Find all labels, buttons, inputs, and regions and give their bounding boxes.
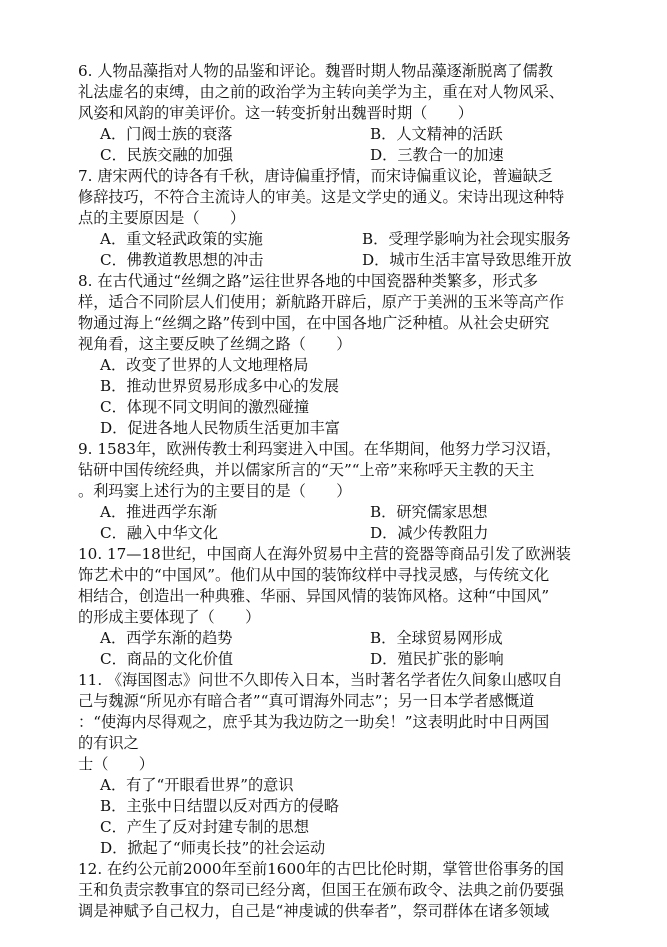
question-6-option-a: A．门阀士族的衰落 (100, 125, 233, 143)
question-10-option-a: A．西学东渐的趋势 (100, 629, 233, 647)
question-7-line-1: 7. 唐宋两代的诗各有千秋，唐诗偏重抒情，而宋诗偏重议论，普遍缺乏 (78, 167, 553, 185)
question-10-line-1: 10. 17—18世纪，中国商人在海外贸易中主营的瓷器等商品引发了欧洲装 (78, 545, 571, 563)
question-8-line-2: 样，适合不同阶层人们使用；新航路开辟后，原产于美洲的玉米等高产作 (78, 293, 564, 311)
question-10-option-b: B．全球贸易网形成 (370, 629, 503, 647)
question-8-option-d: D．促进各地人民物质生活更加丰富 (100, 419, 340, 437)
question-7-option-b: B．受理学影响为社会现实服务 (362, 230, 571, 248)
question-11-option-a: A．有了“开眼看世界”的意识 (100, 776, 294, 794)
question-12-line-1: 12. 在约公元前2000年至前1600年的古巴比伦时期，掌管世俗事务的国 (78, 860, 564, 878)
question-6-line-3: 风姿和风韵的审美评价。这一转变折射出魏晋时期（ ） (78, 104, 473, 122)
question-10-line-3: 相结合，创造出一种典雅、华丽、异国风情的装饰风格。这种“中国风” (78, 587, 550, 605)
question-6-line-1: 6. 人物品藻指对人物的品鉴和评论。魏晋时期人物品藻逐渐脱离了儒教 (78, 62, 553, 80)
question-7-line-3: 点的主要原因是（ ） (78, 209, 246, 227)
question-6-option-c: C．民族交融的加强 (100, 146, 234, 164)
question-8-option-b: B．推动世界贸易形成多中心的发展 (100, 377, 339, 395)
question-9-option-c: C．融入中华文化 (100, 524, 218, 542)
question-6-option-b: B．人文精神的活跃 (370, 125, 503, 143)
question-9-option-a: A．推进西学东渐 (100, 503, 218, 521)
question-8-line-4: 视角看，这主要反映了丝绸之路（ ） (78, 335, 352, 353)
question-11-line-1: 11. 《海国图志》问世不久即传入日本，当时著名学者佐久间象山感叹自 (78, 671, 563, 689)
question-11-line-4: 的有识之 (78, 734, 139, 752)
question-9-option-d: D．减少传教阻力 (370, 524, 489, 542)
question-7-option-d: D．城市生活丰富导致思维开放 (362, 251, 572, 269)
question-10-line-4: 的形成主要体现了（ ） (78, 608, 261, 626)
question-6-line-2: 礼法虚名的束缚，由之前的政治学为主转向美学为主，重在对人物风采、 (78, 83, 564, 101)
question-11-option-b: B．主张中日结盟以反对西方的侵略 (100, 797, 339, 815)
question-10-option-d: D．殖民扩张的影响 (370, 650, 504, 668)
question-9-line-2: 钻研中国传统经典，并以儒家所言的“天”“上帝”来称呼天主教的天主 (78, 461, 535, 479)
question-9-option-b: B．研究儒家思想 (370, 503, 488, 521)
question-8-line-3: 物通过海上“丝绸之路”传到中国，在中国各地广泛种植。从社会史研究 (78, 314, 550, 332)
question-11-line-2: 己与魏源“所见亦有暗合者”“真可谓海外同志”；另一日本学者感慨道 (78, 692, 535, 710)
question-10-option-c: C．商品的文化价值 (100, 650, 234, 668)
question-12-line-3: 调是神赋予自己权力，自己是“神虔诚的供奉者”，祭司群体在诸多领域 (78, 902, 550, 920)
question-11-option-c: C．产生了反对封建专制的思想 (100, 818, 310, 836)
question-8-line-1: 8. 在古代通过“丝绸之路”运往世界各地的中国瓷器种类繁多，形式多 (78, 272, 539, 290)
question-9-line-3: 。利玛窦上述行为的主要目的是（ ） (78, 482, 352, 500)
question-9-line-1: 9. 1583年，欧洲传教士利玛窦进入中国。在华期间，他努力学习汉语， (78, 440, 562, 458)
question-11-line-3: ：“使海内尽得观之，庶乎其为我边防之一助矣！”这表明此时中日两国 (78, 713, 550, 731)
question-12-line-2: 王和负责宗教事宜的祭司已经分离，但国王在颁布政令、法典之前仍要强 (78, 881, 564, 899)
question-11-option-d: D．掀起了“师夷长技”的社会运动 (100, 839, 326, 857)
question-8-option-c: C．体现不同文明间的激烈碰撞 (100, 398, 310, 416)
question-7-option-c: C．佛教道教思想的冲击 (100, 251, 264, 269)
question-8-option-a: A．改变了世界的人文地理格局 (100, 356, 309, 374)
question-11-line-5: 士（ ） (78, 755, 154, 773)
question-10-line-2: 饰艺术中的“中国风”。他们从中国的装饰纹样中寻找灵感，与传统文化 (78, 566, 550, 584)
question-7-option-a: A．重文轻武政策的实施 (100, 230, 263, 248)
question-6-option-d: D．三教合一的加速 (370, 146, 504, 164)
question-7-line-2: 修辞技巧，不符合主流诗人的审美。这是文学史的通义。宋诗出现这种特 (78, 188, 564, 206)
